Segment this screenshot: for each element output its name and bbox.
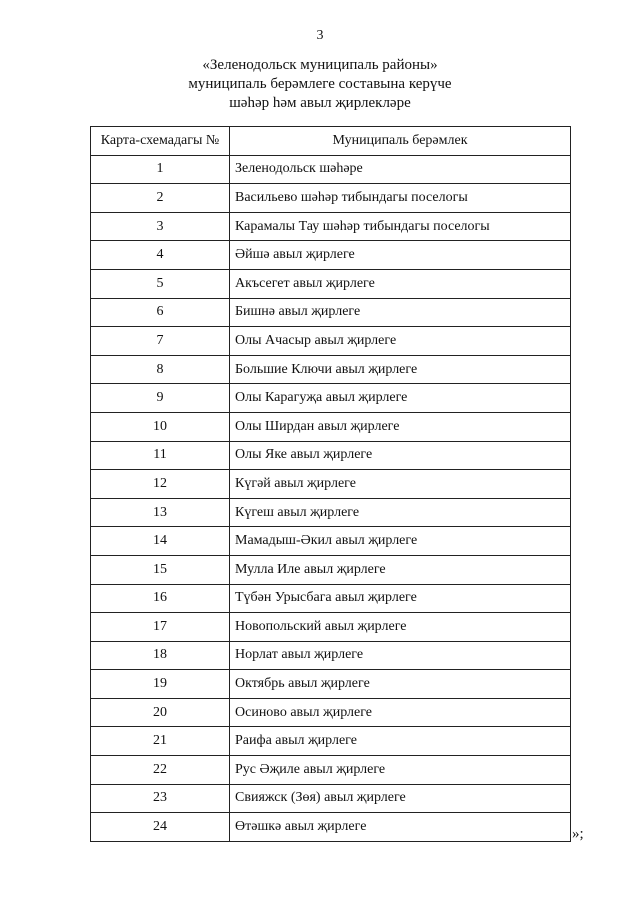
- row-number: 3: [91, 212, 230, 241]
- table-row: [91, 584, 571, 613]
- page-number: 3: [316, 28, 324, 43]
- row-number: 15: [91, 555, 230, 584]
- municipality-name: Әйшә авыл җирлеге: [230, 241, 571, 270]
- table-row: [91, 298, 571, 327]
- table-row: [91, 241, 571, 270]
- table-row: [91, 698, 571, 727]
- table-row: [91, 527, 571, 556]
- row-number: 7: [91, 327, 230, 356]
- municipality-name: Свияжск (Зөя) авыл җирлеге: [230, 784, 571, 813]
- municipality-name: Карамалы Тау шәһәр тибындагы поселогы: [230, 212, 571, 241]
- row-number: 12: [91, 470, 230, 499]
- table-row: [91, 670, 571, 699]
- municipality-name: Мулла Иле авыл җирлеге: [230, 555, 571, 584]
- row-number: 6: [91, 298, 230, 327]
- table-row: [91, 355, 571, 384]
- table-row: [91, 269, 571, 298]
- heading-line-3: шәһәр һәм авыл җирлекләре: [229, 95, 411, 111]
- table-row: [91, 756, 571, 785]
- municipality-name: Зеленодольск шәһәре: [230, 155, 571, 184]
- table-row: [91, 555, 571, 584]
- table-row: [91, 470, 571, 499]
- table-row: [91, 441, 571, 470]
- row-number: 2: [91, 184, 230, 213]
- municipality-name: Норлат авыл җирлеге: [230, 641, 571, 670]
- table-row: [91, 641, 571, 670]
- municipality-name: Мамадыш-Әкил авыл җирлеге: [230, 527, 571, 556]
- municipality-name: Олы Ширдан авыл җирлеге: [230, 412, 571, 441]
- row-number: 18: [91, 641, 230, 670]
- row-number: 19: [91, 670, 230, 699]
- municipality-name: Бишнә авыл җирлеге: [230, 298, 571, 327]
- row-number: 16: [91, 584, 230, 613]
- municipality-name: Осиново авыл җирлеге: [230, 698, 571, 727]
- row-number: 14: [91, 527, 230, 556]
- column-header-municipality: Муниципаль берәмлек: [230, 127, 571, 156]
- row-number: 23: [91, 784, 230, 813]
- row-number: 11: [91, 441, 230, 470]
- municipality-name: Олы Яке авыл җирлеге: [230, 441, 571, 470]
- municipality-name: Түбән Урысбага авыл җирлеге: [230, 584, 571, 613]
- closing-quote: »;: [572, 826, 584, 842]
- row-number: 24: [91, 813, 230, 842]
- municipality-name: Олы Карагуҗа авыл җирлеге: [230, 384, 571, 413]
- municipal-table: [90, 126, 571, 842]
- row-number: 13: [91, 498, 230, 527]
- table-row: [91, 212, 571, 241]
- table-row: [91, 498, 571, 527]
- heading-line-2: муниципаль берәмлеге составына керүче: [188, 76, 452, 92]
- municipality-name: Большие Ключи авыл җирлеге: [230, 355, 571, 384]
- municipality-name: Олы Ачасыр авыл җирлеге: [230, 327, 571, 356]
- municipality-name: Рус Әҗиле авыл җирлеге: [230, 756, 571, 785]
- row-number: 8: [91, 355, 230, 384]
- table-row: [91, 784, 571, 813]
- municipality-name: Акъсегет авыл җирлеге: [230, 269, 571, 298]
- heading-line-1: «Зеленодольск муниципаль районы»: [202, 57, 438, 73]
- municipality-name: Новопольский авыл җирлеге: [230, 613, 571, 642]
- table-header-row: [91, 127, 571, 156]
- row-number: 1: [91, 155, 230, 184]
- table-row: [91, 184, 571, 213]
- row-number: 5: [91, 269, 230, 298]
- municipality-name: Раифа авыл җирлеге: [230, 727, 571, 756]
- municipality-name: Октябрь авыл җирлеге: [230, 670, 571, 699]
- document-heading: [0, 56, 640, 113]
- table-row: [91, 813, 571, 842]
- column-header-map-number: Карта-схемадагы №: [91, 127, 230, 156]
- municipality-name: Күгәй авыл җирлеге: [230, 470, 571, 499]
- row-number: 17: [91, 613, 230, 642]
- municipality-name: Күгеш авыл җирлеге: [230, 498, 571, 527]
- row-number: 22: [91, 756, 230, 785]
- table-row: [91, 327, 571, 356]
- row-number: 21: [91, 727, 230, 756]
- table-row: [91, 412, 571, 441]
- table-row: [91, 727, 571, 756]
- row-number: 10: [91, 412, 230, 441]
- table-row: [91, 613, 571, 642]
- table-row: [91, 155, 571, 184]
- row-number: 4: [91, 241, 230, 270]
- table-body: [91, 155, 571, 841]
- municipality-name: Васильево шәһәр тибындагы поселогы: [230, 184, 571, 213]
- row-number: 9: [91, 384, 230, 413]
- table-row: [91, 384, 571, 413]
- municipality-name: Өтәшкә авыл җирлеге: [230, 813, 571, 842]
- row-number: 20: [91, 698, 230, 727]
